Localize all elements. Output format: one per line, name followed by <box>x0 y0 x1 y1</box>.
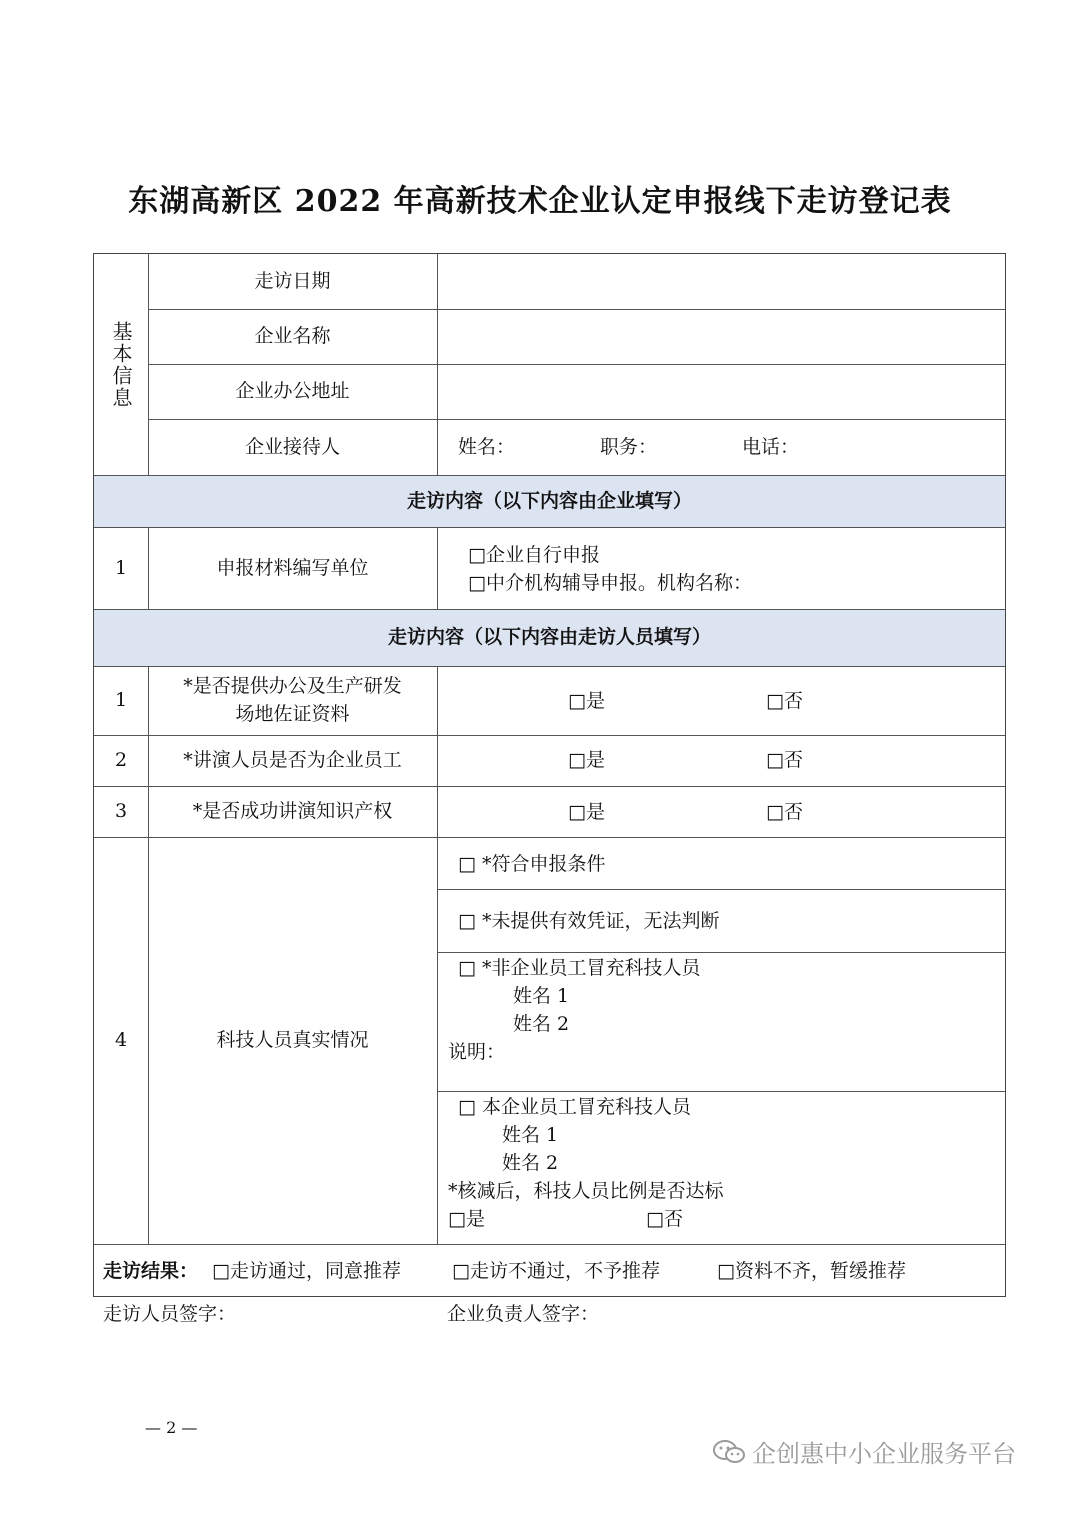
receptionist-name-field[interactable]: 姓名： <box>458 436 516 458</box>
office-address-label: 企业办公地址 <box>235 380 350 402</box>
office-proof-label-line1: *是否提供办公及生产研发 <box>183 674 402 697</box>
row-number: 3 <box>114 800 128 822</box>
no-valid-proof-checkbox[interactable]: □ *未提供有效凭证，无法判断 <box>458 910 720 932</box>
company-name-field[interactable] <box>438 309 1005 364</box>
row-number: 4 <box>114 1029 128 1051</box>
basic-info-label: 基本信息 <box>109 320 133 409</box>
enterprise-signature[interactable]: 企业负责人签字： <box>447 1303 600 1325</box>
self-apply-checkbox[interactable]: □企业自行申报 <box>468 544 600 566</box>
watermark <box>712 1434 1016 1469</box>
presenter-employee-label: *讲演人员是否为企业员工 <box>183 749 402 771</box>
office-proof-label-line2: 场地佐证资料 <box>235 702 350 725</box>
visitor-signature[interactable]: 走访人员签字： <box>103 1303 237 1325</box>
result-incomplete-checkbox[interactable]: □资料不齐，暂缓推荐 <box>717 1260 906 1282</box>
visit-date-label: 走访日期 <box>254 270 331 292</box>
watermark-text: 企创惠中小企业服务平台 <box>752 1440 1016 1468</box>
office-proof-yes-checkbox[interactable]: □是 <box>568 690 605 712</box>
meets-criteria-checkbox[interactable]: □ *符合申报条件 <box>458 853 606 875</box>
receptionist-position-field[interactable]: 职务： <box>600 436 658 458</box>
employee-impersonation-name1: 姓名 1 <box>502 1124 559 1146</box>
ip-presentation-no-checkbox[interactable]: □否 <box>766 801 803 823</box>
page-number: — 2 — <box>145 1418 198 1437</box>
tech-staff-label: 科技人员真实情况 <box>216 1029 369 1051</box>
presenter-employee-yes-checkbox[interactable]: □是 <box>568 749 605 771</box>
section-header-visitor: 走访内容（以下内容由走访人员填写） <box>387 626 711 648</box>
non-employee-note: 说明： <box>448 1041 506 1063</box>
row-number: 2 <box>114 749 128 771</box>
employee-impersonation-name2: 姓名 2 <box>502 1152 559 1174</box>
agency-apply-checkbox[interactable]: □中介机构辅导申报。机构名称： <box>468 572 752 594</box>
wechat-icon <box>712 1438 746 1466</box>
receptionist-phone-field[interactable]: 电话： <box>742 436 800 458</box>
office-proof-no-checkbox[interactable]: □否 <box>766 690 803 712</box>
ip-presentation-label: *是否成功讲演知识产权 <box>192 800 393 822</box>
ip-presentation-yes-checkbox[interactable]: □是 <box>568 801 605 823</box>
non-employee-name2: 姓名 2 <box>513 1013 570 1035</box>
registration-form-table <box>93 253 1006 1297</box>
employee-impersonation-checkbox[interactable]: □ 本企业员工冒充科技人员 <box>458 1096 691 1118</box>
receptionist-label: 企业接待人 <box>244 435 340 458</box>
company-name-label: 企业名称 <box>254 325 331 347</box>
result-label: 走访结果： <box>103 1260 199 1282</box>
section-header-enterprise: 走访内容（以下内容由企业填写） <box>406 489 692 512</box>
ratio-question: *核减后，科技人员比例是否达标 <box>448 1180 724 1202</box>
ratio-yes-checkbox[interactable]: □是 <box>448 1208 485 1230</box>
non-employee-checkbox[interactable]: □ *非企业员工冒充科技人员 <box>458 957 701 979</box>
non-employee-name1: 姓名 1 <box>513 985 570 1007</box>
result-pass-checkbox[interactable]: □走访通过，同意推荐 <box>212 1260 401 1282</box>
material-writer-label: 申报材料编写单位 <box>216 556 369 579</box>
row-number: 1 <box>114 556 128 579</box>
office-address-field[interactable] <box>438 364 1005 419</box>
presenter-employee-no-checkbox[interactable]: □否 <box>766 749 803 771</box>
result-fail-checkbox[interactable]: □走访不通过，不予推荐 <box>452 1260 660 1282</box>
page-title: 东湖高新区 2022 年高新技术企业认定申报线下走访登记表 <box>128 184 952 219</box>
visit-date-field[interactable] <box>438 254 1005 309</box>
ratio-no-checkbox[interactable]: □否 <box>646 1208 683 1230</box>
row-number: 1 <box>114 689 128 711</box>
